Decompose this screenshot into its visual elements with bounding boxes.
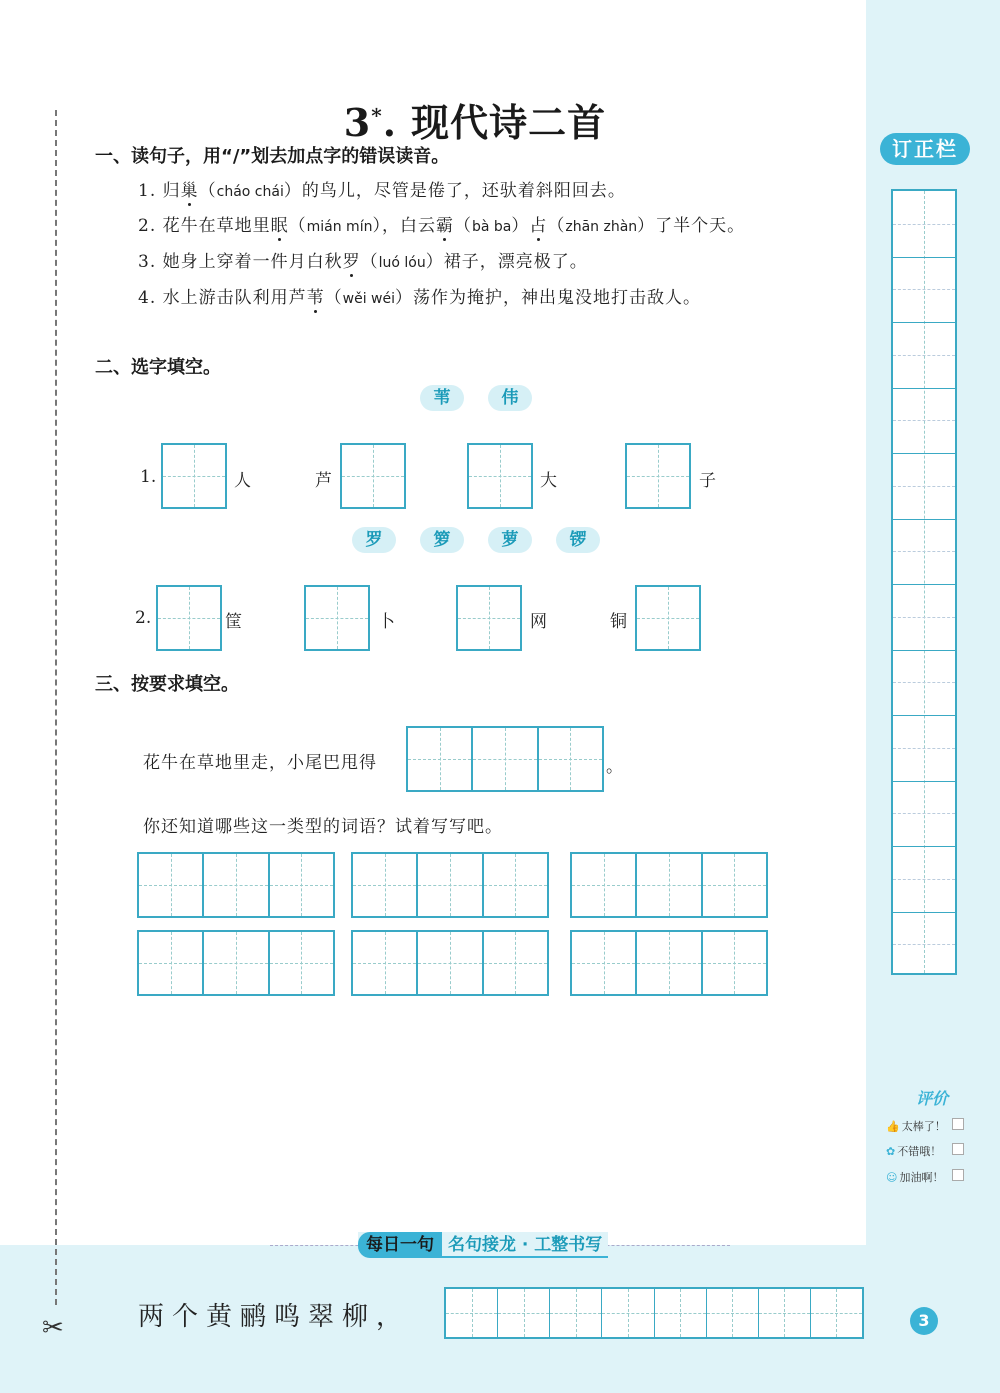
correction-column[interactable] [891, 189, 957, 975]
eval-checkbox[interactable] [952, 1143, 964, 1155]
sentence-end: 。 [606, 757, 623, 777]
correction-guide-line [893, 486, 955, 487]
eval-item: ✿ 不错哦！ [886, 1145, 942, 1158]
correction-row-line [893, 388, 955, 389]
eval-checkbox[interactable] [952, 1118, 964, 1130]
choice-bubble: 萝 [488, 527, 532, 553]
flower-icon: ✿ [886, 1145, 896, 1158]
daily-tag: 每日一句 名句接龙 · 工整书写 [358, 1232, 608, 1258]
answer-box[interactable] [161, 443, 227, 509]
answer-box[interactable] [304, 585, 370, 651]
correction-guide-line [893, 551, 955, 552]
choice-bubble: 伟 [488, 385, 532, 411]
poem-line: 两个黄鹂鸣翠柳， [138, 1302, 411, 1332]
answer-grid[interactable] [351, 930, 549, 996]
group1-number: 1. [140, 467, 157, 487]
correction-row-line [893, 650, 955, 651]
extend-prompt: 你还知道哪些这一类型的词语？试着写写吧。 [143, 817, 503, 837]
question-1: 1. 归巢（cháo chái）的鸟儿，尽管是倦了，还驮着斜阳回去。 [138, 181, 626, 201]
question-3: 3. 她身上穿着一件月白秋罗（luó lóu）裙子，漂亮极了。 [138, 252, 588, 272]
word-label: 网 [530, 612, 547, 632]
eval-checkbox[interactable] [952, 1169, 964, 1181]
fill-sentence: 花牛在草地里走，小尾巴甩得 [143, 753, 377, 773]
correction-row-line [893, 912, 955, 913]
correction-row-line [893, 322, 955, 323]
correction-guide-line [893, 355, 955, 356]
correction-guide-line [893, 944, 955, 945]
answer-grid[interactable] [351, 852, 549, 918]
correction-row-line [893, 453, 955, 454]
choice-bubble: 锣 [556, 527, 600, 553]
section3-heading: 三、按要求填空。 [95, 674, 239, 695]
correction-guide-line [893, 289, 955, 290]
eval-item: 👍 太棒了！ [886, 1120, 946, 1133]
answer-grid[interactable] [570, 930, 768, 996]
answer-grid[interactable] [406, 726, 604, 792]
correction-guide-line [893, 617, 955, 618]
correction-guide-line [893, 813, 955, 814]
word-label: 人 [234, 471, 251, 491]
cut-line [55, 110, 57, 1305]
correction-guide-line [893, 879, 955, 880]
choice-bubble: 苇 [420, 385, 464, 411]
word-label: 卜 [378, 612, 395, 632]
correction-row-line [893, 715, 955, 716]
answer-box[interactable] [456, 585, 522, 651]
answer-grid[interactable] [137, 930, 335, 996]
question-4: 4. 水上游击队利用芦苇（wěi wéi）荡作为掩护，神出鬼没地打击敌人。 [138, 288, 701, 308]
eval-item: ☺ 加油啊！ [886, 1171, 944, 1184]
poem-writing-grid[interactable] [444, 1287, 864, 1339]
correction-row-line [893, 519, 955, 520]
group2-number: 2. [135, 608, 152, 628]
word-label: 筐 [225, 612, 242, 632]
choice-bubble: 箩 [420, 527, 464, 553]
correction-row-line [893, 584, 955, 585]
thumbs-up-icon: 👍 [886, 1120, 900, 1133]
page-number: 3 [910, 1307, 938, 1335]
answer-grid[interactable] [570, 852, 768, 918]
correction-guide-line [893, 224, 955, 225]
section2-heading: 二、选字填空。 [95, 357, 221, 378]
word-label: 铜 [610, 612, 627, 632]
word-label: 子 [699, 471, 716, 491]
question-2: 2. 花牛在草地里眠（mián mín），白云霸（bà ba）占（zhān zhàn）了半个天。 [138, 216, 746, 236]
answer-box[interactable] [625, 443, 691, 509]
section1-heading: 一、读句子，用“/”划去加点字的错误读音。 [95, 146, 450, 167]
smile-icon: ☺ [886, 1171, 898, 1184]
correction-guide-line [893, 420, 955, 421]
scissors-icon: ✂ [42, 1313, 64, 1343]
correction-row-line [893, 781, 955, 782]
correction-guide-line [893, 748, 955, 749]
answer-box[interactable] [467, 443, 533, 509]
answer-box[interactable] [340, 443, 406, 509]
word-label: 芦 [315, 471, 332, 491]
correction-title: 订正栏 [880, 133, 970, 165]
choice-bubble: 罗 [352, 527, 396, 553]
correction-guide-line [893, 682, 955, 683]
correction-row-line [893, 846, 955, 847]
word-label: 大 [540, 471, 557, 491]
evaluation-title: 评价 [916, 1089, 949, 1108]
answer-box[interactable] [156, 585, 222, 651]
page-title: 3*. 现代诗二首 [343, 100, 607, 145]
answer-box[interactable] [635, 585, 701, 651]
correction-row-line [893, 257, 955, 258]
answer-grid[interactable] [137, 852, 335, 918]
